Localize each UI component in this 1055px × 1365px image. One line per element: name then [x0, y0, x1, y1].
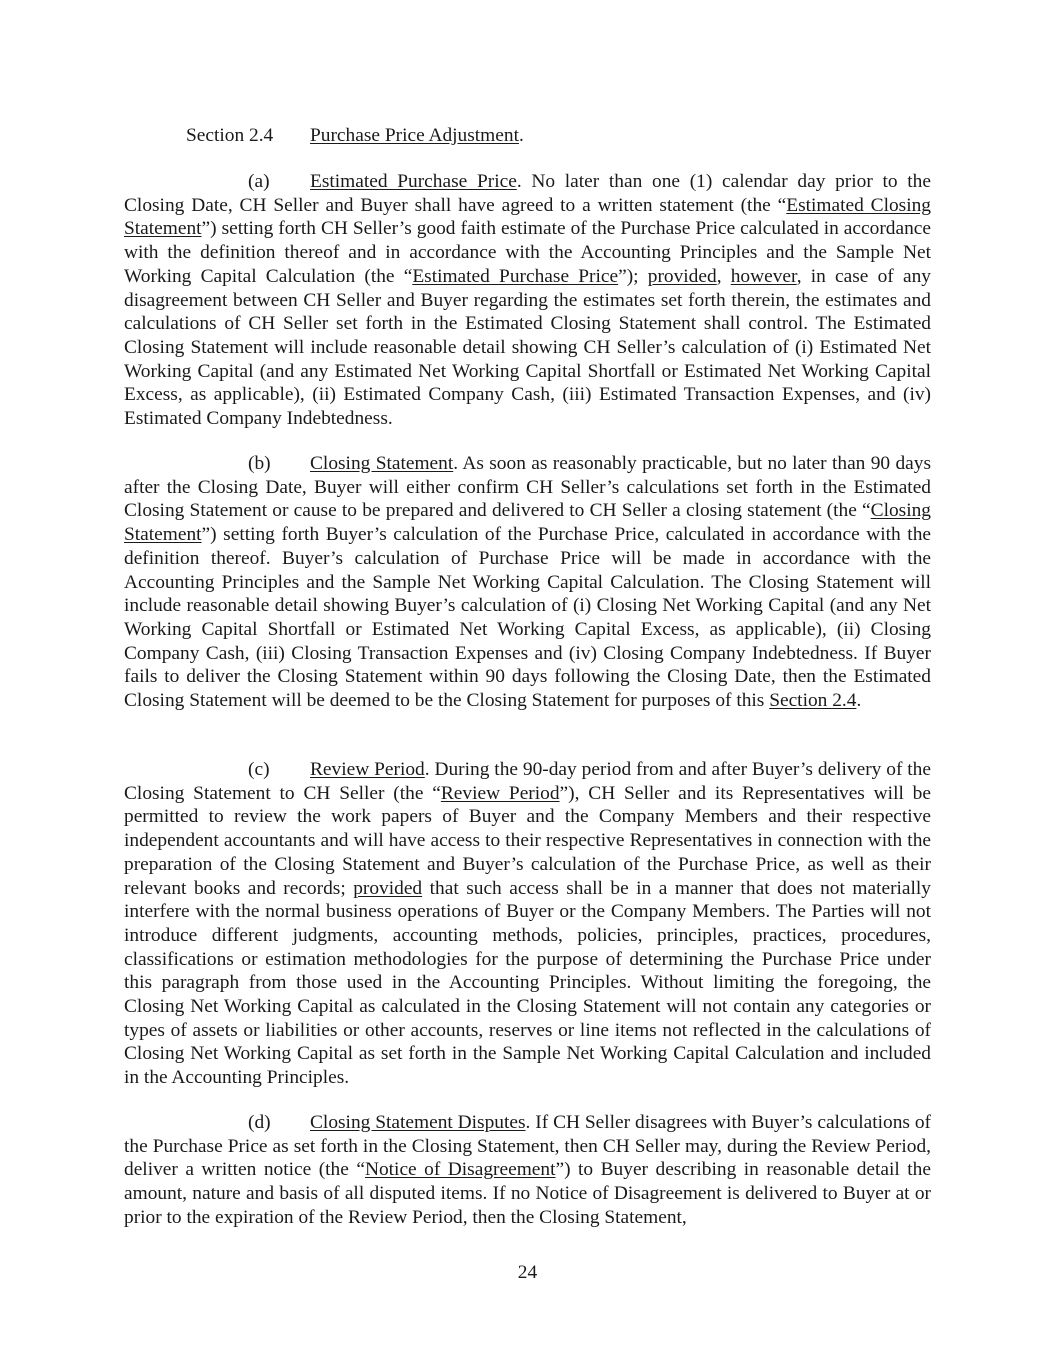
section-title-period: .	[518, 125, 524, 146]
paragraph-a-label: (a)	[248, 171, 270, 192]
paragraph-c-text: that such access shall be in a manner that does not materially interfere with the normal business operations of Buyer or the Company Members. The Parties will not introduce different judgments, accounting methods, policies, principles, practices, procedures, classifications or estimation methodologies for the purpose of determining the Purchase Price under this paragraph from those used in the Accounting Principles. Without limiting the foregoing, the Closing Net Working Capital as calculated in the Closing Statement will not contain any categories or types of assets or liabilities or other accounts, reserves or line items not reflected in the calculations of Closing Net Working Capital as set forth in the Sample Net Working Capital Calculation and included in the Accounting Principles.	[124, 877, 931, 1089]
paragraph-c-text: . During the 90-day period from and after Buyer’s delivery of the Closing Statement to CH Seller (the “	[124, 759, 931, 804]
section-reference: Section 2.4	[769, 690, 857, 712]
term-review-period: Review Period	[440, 782, 560, 804]
section-title: Purchase Price Adjustment	[310, 125, 519, 146]
paragraph-d-text: ”) to Buyer describing in reasonable detail the amount, nature and basis of all disputed items. If no Notice of Disagreement is delivered to Buyer at or prior to the expiration of the Review Period, then the Closing Statement,	[124, 1159, 931, 1228]
paragraph-b-text: . As soon as reasonably practicable, but no later than 90 days after the Closing Date, Buyer will either confirm CH Seller’s calculations set forth in the Estimated Closing Statement or cause to be prepared and delivered to CH Seller a closing statement (the “	[124, 453, 931, 522]
paragraph-a-text: ,	[716, 265, 731, 287]
term-estimated-closing-statement: Estimated Closing Statement	[124, 194, 931, 240]
paragraph-c-title: Review Period	[310, 759, 425, 780]
paragraph-a-text: ”);	[618, 265, 648, 287]
paragraph-c-label: (c)	[248, 759, 270, 780]
section-number: Section 2.4	[186, 125, 274, 146]
term-notice-of-disagreement: Notice of Disagreement	[364, 1159, 556, 1181]
section-heading	[186, 124, 524, 148]
paragraph-b-text: ”) setting forth Buyer’s calculation of the Purchase Price, calculated in accordance with the definition thereof. Buyer’s calculation of Purchase Price will be made in accordance with the Accounting Principles and the Sample Net Working Capital Calculation. The Closing Statement will include reasonable detail showing Buyer’s calculation of (i) Closing Net Working Capital (and any Net Working Capital Shortfall or Estimated Net Working Capital Excess, as applicable), (ii) Closing Company Cash, (iii) Closing Transaction Expenses and (iv) Closing Company Indebtedness. If Buyer fails to deliver the Closing Statement within 90 days following the Closing Date, then the Estimated Closing Statement will be deemed to be the Closing Statement for purposes of this	[124, 524, 931, 712]
paragraph-d-label: (d)	[248, 1112, 271, 1133]
paragraph-c	[124, 758, 931, 1090]
paragraph-b-title: Closing Statement	[310, 453, 454, 474]
paragraph-b-label: (b)	[248, 453, 271, 474]
paragraph-d-text: . If CH Seller disagrees with Buyer’s calculations of the Purchase Price as set forth in the Closing Statement, then CH Seller may, during the Review Period, deliver a written notice (the “	[124, 1112, 931, 1181]
paragraph-a-text: , in case of any disagreement between CH Seller and Buyer regarding the estimates set forth therein, the estimates and calculations of CH Seller set forth in the Estimated Closing Statement shall control. The Estimated Closing Statement will include reasonable detail showing CH Seller’s calculation of (i) Estimated Net Working Capital (and any Estimated Net Working Capital Shortfall or Estimated Net Working Capital Excess, as applicable), (ii) Estimated Company Cash, (iii) Estimated Transaction Expenses, and (iv) Estimated Company Indebtedness.	[124, 265, 931, 430]
paragraph-c-text: ”), CH Seller and its Representatives will be permitted to review the work papers of Buyer and the Company Members and their respective independent accountants and will have access to their respective Representatives in connection with the preparation of the Closing Statement and Buyer’s calculation of the Purchase Price, as well as their relevant books and records;	[124, 782, 931, 899]
paragraph-b	[124, 452, 931, 713]
paragraph-a-text: . No later than one (1) calendar day prior to the Closing Date, CH Seller and Buyer shall have agreed to a written statement (the “	[124, 171, 931, 216]
term-provided: provided	[353, 877, 423, 899]
paragraph-d-title: Closing Statement Disputes	[310, 1112, 526, 1133]
page-number: 24	[517, 1262, 538, 1283]
paragraph-b-text: .	[856, 690, 862, 712]
paragraph-a-title: Estimated Purchase Price	[310, 171, 517, 192]
term-closing-statement: Closing Statement	[124, 500, 931, 546]
paragraph-a	[124, 170, 931, 431]
term-however: however	[730, 265, 797, 287]
term-estimated-purchase-price: Estimated Purchase Price	[412, 265, 619, 287]
paragraph-d	[124, 1111, 931, 1230]
paragraph-a-text: ”) setting forth CH Seller’s good faith estimate of the Purchase Price calculated in accordance with the definition thereof and in accordance with the Accounting Principles and the Sample Net Working Capital Calculation (the “	[124, 218, 931, 287]
term-provided: provided	[647, 265, 717, 287]
